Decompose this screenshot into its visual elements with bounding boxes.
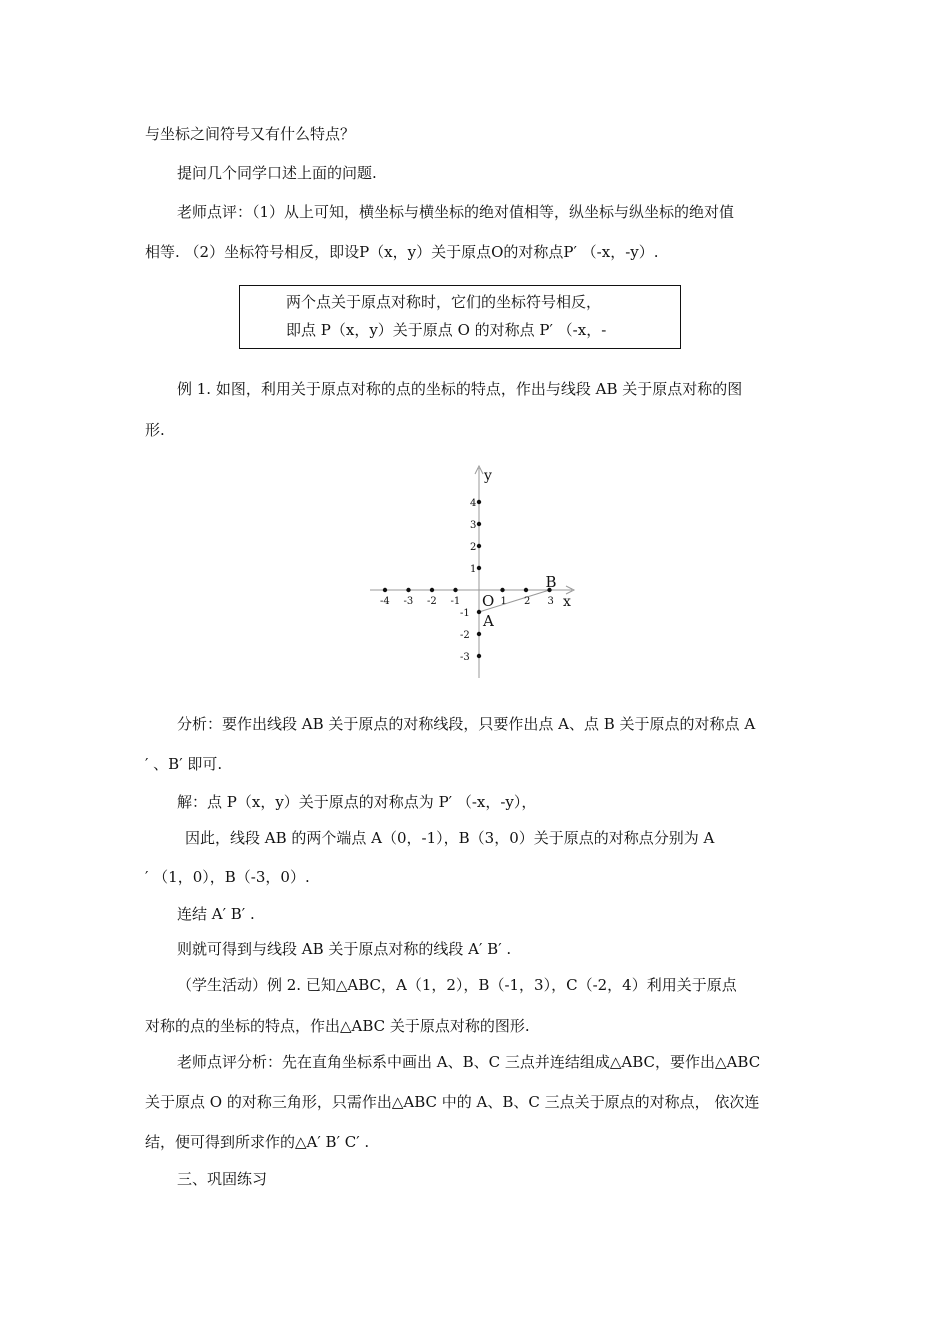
paragraph-teacher-comment-1: 老师点评：（1）从上可知，横坐标与横坐标的绝对值相等，纵坐标与纵坐标的绝对值 xyxy=(177,203,735,221)
analysis-line-1: 分析：要作出线段 AB 关于原点的对称线段，只要作出点 A、点 B 关于原点的对称点 A xyxy=(177,715,756,733)
paragraph-intro: 与坐标之间符号又有什么特点？ xyxy=(145,125,356,143)
x-tick-point xyxy=(524,588,528,592)
analysis-line-2: ′ 、B′ 即可. xyxy=(145,755,223,773)
x-axis-label: x xyxy=(563,594,571,610)
example-2-line-1: （学生活动）例 2. 已知△ABC，A（1，2），B（-1，3），C（-2，4）利用关于原点 xyxy=(177,976,737,994)
solution-line-2: 因此，线段 AB 的两个端点 A（0，-1），B（3，0）关于原点的对称点分别为 A xyxy=(185,829,715,847)
x-tick-point xyxy=(500,588,504,592)
rule-box xyxy=(239,285,681,349)
section-3-heading: 三、巩固练习 xyxy=(177,1170,268,1188)
y-tick-label: -3 xyxy=(460,652,470,663)
y-tick-point xyxy=(477,500,481,504)
x-tick-label: 2 xyxy=(524,596,531,607)
x-tick-point xyxy=(453,588,457,592)
x-tick-label: -4 xyxy=(380,596,390,607)
rule-box-line-1: 两个点关于原点对称时，它们的坐标符号相反， xyxy=(286,293,602,311)
paragraph-teacher-comment-2: 相等. （2）坐标符号相反，即设P（x，y）关于原点O的对称点P′ （-x，-y）. xyxy=(145,243,659,261)
solution-line-4: 连结 A′ B′ . xyxy=(177,905,255,923)
origin-label: O xyxy=(482,592,495,610)
point-b-label: B xyxy=(545,573,557,591)
teacher-analysis-line-1: 老师点评分析：先在直角坐标系中画出 A、B、C 三点并连结组成△ABC，要作出△ABC xyxy=(177,1053,761,1071)
x-tick-point xyxy=(430,588,434,592)
y-tick-point xyxy=(477,544,481,548)
x-tick-label: 3 xyxy=(547,596,554,607)
point-a-label: A xyxy=(483,612,494,630)
solution-line-3: ′ （1，0），B（-3，0）. xyxy=(145,868,310,886)
x-tick-label: 1 xyxy=(500,596,507,607)
example-1-line-2: 形. xyxy=(145,421,165,439)
y-axis-label: y xyxy=(484,468,492,484)
x-tick-label: -1 xyxy=(450,596,461,607)
paragraph-question: 提问几个同学口述上面的问题. xyxy=(177,164,377,182)
x-tick-label: -2 xyxy=(427,596,437,607)
example-1-line-1: 例 1. 如图，利用关于原点对称的点的坐标的特点，作出与线段 AB 关于原点对称的图 xyxy=(177,380,743,398)
y-tick-label: 4 xyxy=(470,498,477,509)
y-tick-point xyxy=(477,654,481,658)
y-tick-point xyxy=(477,522,481,526)
coordinate-diagram xyxy=(368,462,588,682)
teacher-analysis-line-3: 结，便可得到所求作的△A′ B′ C′ . xyxy=(145,1133,370,1151)
x-tick-label: -3 xyxy=(403,596,414,607)
solution-line-1: 解：点 P（x，y）关于原点的对称点为 P′ （-x，-y）， xyxy=(177,793,537,811)
rule-box-line-2: 即点 P（x，y）关于原点 O 的对称点 P′ （-x，- xyxy=(286,321,607,339)
y-tick-label: 3 xyxy=(470,520,477,531)
y-tick-point xyxy=(477,632,481,636)
y-tick-point xyxy=(477,610,481,614)
y-tick-label: 2 xyxy=(470,542,477,553)
x-tick-point xyxy=(383,588,387,592)
y-tick-label: -2 xyxy=(460,630,470,641)
x-tick-point xyxy=(406,588,410,592)
teacher-analysis-line-2: 关于原点 O 的对称三角形，只需作出△ABC 中的 A、B、C 三点关于原点的对称点， 依次连 xyxy=(145,1093,760,1111)
solution-line-5: 则就可得到与线段 AB 关于原点对称的线段 A′ B′ . xyxy=(177,940,512,958)
y-tick-label: -1 xyxy=(460,608,470,619)
y-tick-label: 1 xyxy=(470,564,477,575)
example-2-line-2: 对称的点的坐标的特点，作出△ABC 关于原点对称的图形. xyxy=(145,1017,530,1035)
y-tick-point xyxy=(477,566,481,570)
